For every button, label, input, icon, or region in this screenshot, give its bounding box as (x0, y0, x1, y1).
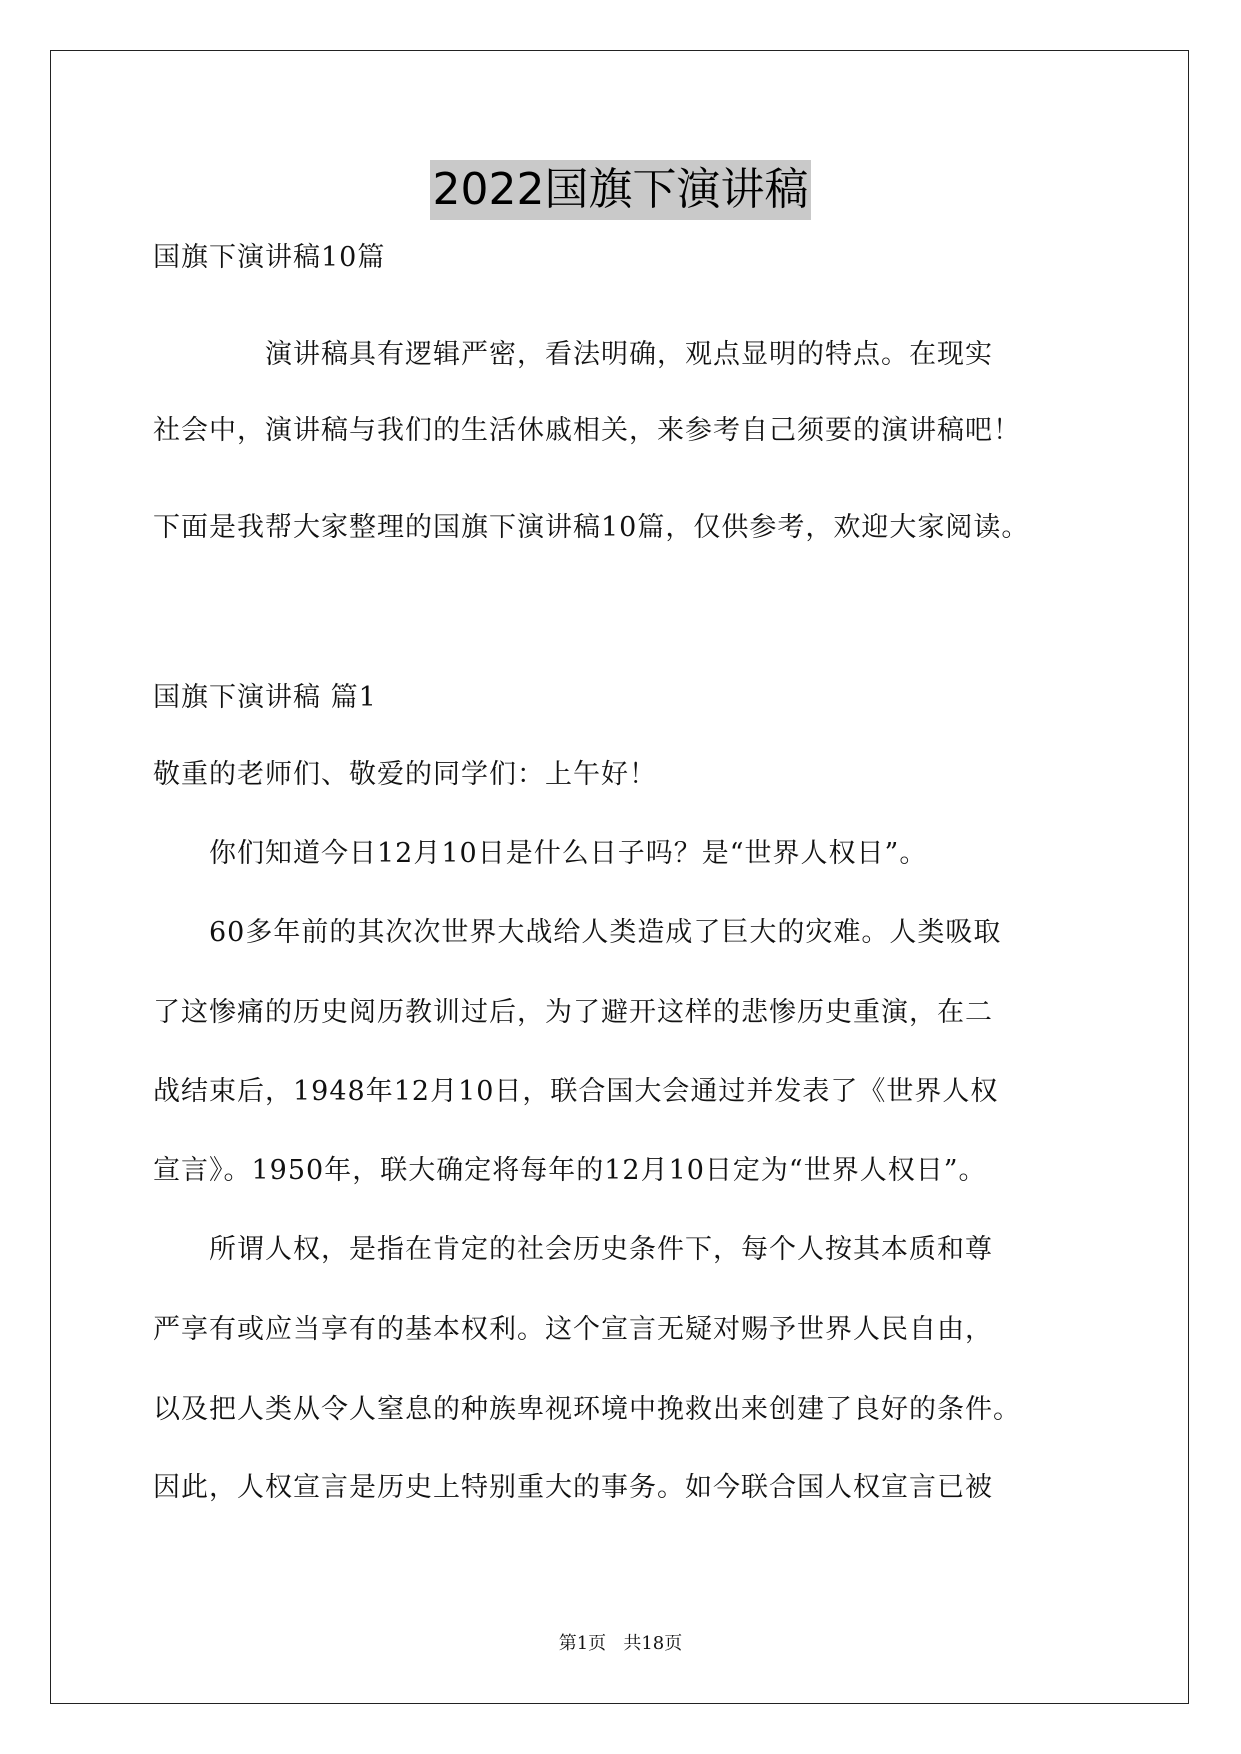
document-title: 2022国旗下演讲稿 (430, 160, 812, 220)
text-line: 演讲稿具有逻辑严密，看法明确，观点显明的特点。在现实 (153, 339, 993, 370)
text-line: 你们知道今日12月10日是什么日子吗？是“世界人权日”。 (153, 838, 928, 869)
text-line: 以及把人类从令人窒息的种族卑视环境中挽救出来创建了良好的条件。 (153, 1394, 1021, 1425)
section-heading: 国旗下演讲稿 篇1 (153, 682, 377, 713)
text-line: 敬重的老师们、敬爱的同学们：上午好！ (153, 759, 657, 790)
text-line: 宣言》。1950年，联大确定将每年的12月10日定为“世界人权日”。 (153, 1155, 987, 1186)
page-footer: 第1页 共18页 (558, 1633, 683, 1654)
text-line: 60多年前的其次次世界大战给人类造成了巨大的灾难。人类吸取 (153, 917, 1002, 948)
text-line: 了这惨痛的历史阅历教训过后，为了避开这样的悲惨历史重演，在二 (153, 997, 993, 1028)
text-line: 严享有或应当享有的基本权利。这个宣言无疑对赐予世界人民自由， (153, 1314, 993, 1345)
text-line: 社会中，演讲稿与我们的生活休戚相关，来参考自己须要的演讲稿吧！ (153, 415, 1021, 446)
text-line: 下面是我帮大家整理的国旗下演讲稿10篇，仅供参考，欢迎大家阅读。 (153, 512, 1030, 543)
text-line: 所谓人权，是指在肯定的社会历史条件下，每个人按其本质和尊 (153, 1234, 993, 1265)
text-line: 因此，人权宣言是历史上特别重大的事务。如今联合国人权宣言已被 (153, 1472, 993, 1503)
text-line: 国旗下演讲稿10篇 (153, 242, 386, 273)
title-container (0, 160, 1241, 220)
text-line: 战结束后，1948年12月10日，联合国大会通过并发表了《世界人权 (153, 1076, 999, 1107)
page-border (50, 50, 1189, 1704)
